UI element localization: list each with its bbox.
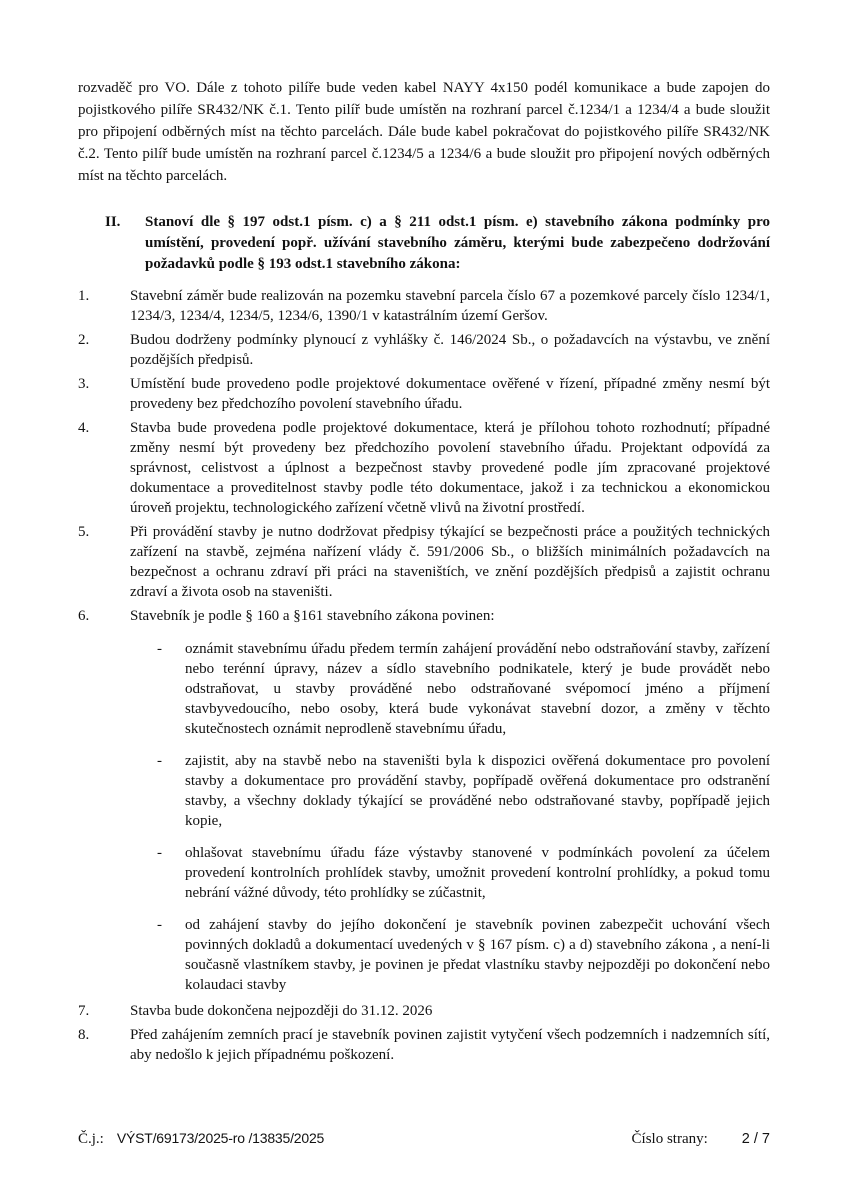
condition-item-8: [78, 1025, 770, 1065]
page-footer: [78, 1128, 770, 1149]
dash-marker: -: [157, 917, 162, 933]
file-number-value: VÝST/69173/2025-ro /13835/2025: [116, 1130, 325, 1146]
item-text: Stavba bude provedena podle projektové dokumentace, která je přílohou tohoto rozhodnutí; případné změny nesmí být provedeny bez předchozího povolení stavebního úřadu. Projektant odpovídá za správnost, celistvost a úplnost a bezpečnost stavby provedené podle jím zpracované projektové dokumentace a proveditelnost stavby podle této dokumentace, jakož i za technickou a ekonomickou úroveň projektu, technologického zařízení včetně vlivů na životní prostředí.: [130, 420, 770, 516]
section-heading-text: Stanoví dle § 197 odst.1 písm. c) a § 211 odst.1 písm. e) stavebního zákona podmínky pro umístění, provedení popř. užívání stavebního záměru, kterými bude zabezpečeno dodržování požadavků podle § 193 odst.1 stavebního zákona:: [145, 214, 770, 272]
item-number: 1.: [78, 288, 90, 304]
obligation-subitem-4: [157, 915, 770, 995]
page-number: [632, 1129, 770, 1149]
section-number: II.: [105, 214, 121, 230]
item-text: Budou dodrženy podmínky plynoucí z vyhlášky č. 146/2024 Sb., o požadavcích na výstavbu, ve znění pozdějších předpisů.: [130, 332, 770, 368]
obligation-subitem-1: [157, 639, 770, 739]
item-text: Stavební záměr bude realizován na pozemku stavební parcela číslo 67 a pozemkové parcely číslo 1234/1, 1234/3, 1234/4, 1234/5, 1234/6, 1390/1 v katastrálním území Geršov.: [130, 288, 770, 324]
condition-item-6: [78, 606, 770, 626]
condition-item-1: [78, 286, 770, 326]
file-number: [78, 1128, 324, 1149]
item-number: 6.: [78, 608, 90, 624]
item-text: Umístění bude provedeno podle projektové dokumentace ověřené v řízení, případné změny nesmí být provedeny bez předchozího povolení stavebního úřadu.: [130, 376, 770, 412]
item-number: 3.: [78, 376, 90, 392]
subitem-text: oznámit stavebnímu úřadu předem termín zahájení provádění nebo odstraňování stavby, zařízení nebo terénní úpravy, název a sídlo stavebního podnikatele, který je bude provádět nebo odstraňovat, u stavby prováděné nebo odstraňované svépomocí jméno a příjmení stavbyvedoucího, nebo osoby, která bude vykonávat stavební dozor, a změny v těchto skutečnostech oznámit neprodleně stavebnímu úřadu,: [185, 641, 770, 737]
item-text: Stavebník je podle § 160 a §161 stavebního zákona povinen:: [130, 608, 495, 624]
subitem-text: od zahájení stavby do jejího dokončení je stavebník povinen zabezpečit uchování všech povinných dokladů a dokumentací uvedených v § 167 písm. c) a d) stavebního zákona , a není-li současně vlastníkem stavby, je povinen je předat vlastníku stavby nejpozději po dokončení nebo kolaudaci stavby: [185, 917, 770, 993]
item-text: Při provádění stavby je nutno dodržovat předpisy týkající se bezpečnosti práce a použitých technických zařízení na stavbě, zejména nařízení vlády č. 591/2006 Sb., o bližších minimálních požadavcích na bezpečnost a ochranu zdraví při práci na staveništích, ve znění pozdějších předpisů a zajistit ochranu zdraví a života osob na staveništi.: [130, 524, 770, 600]
dash-marker: -: [157, 845, 162, 861]
item-number: 8.: [78, 1027, 90, 1043]
page-number-value: 2 / 7: [741, 1131, 770, 1147]
item-text: Před zahájením zemních prací je stavebník povinen zajistit vytyčení všech podzemních i nadzemních sítí, aby nedošlo k jejich případnému poškození.: [130, 1027, 770, 1063]
item-number: 2.: [78, 332, 90, 348]
intro-paragraph: rozvaděč pro VO. Dále z tohoto pilíře bude veden kabel NAYY 4x150 podél komunikace a bude zapojen do pojistkového pilíře SR432/NK č.1. Tento pilíř bude umístěn na rozhraní parcel č.1234/1 a 1234/4 a bude sloužit pro připojení odběrných míst na těchto parcelách. Dále bude kabel pokračovat do pojistkového pilíře SR432/NK č.2. Tento pilíř bude umístěn na rozhraní parcel č.1234/5 a 1234/6 a bude sloužit pro připojení nových odběrných míst na těchto parcelách.: [78, 80, 770, 184]
obligation-subitem-3: [157, 843, 770, 903]
subitem-text: ohlašovat stavebnímu úřadu fáze výstavby stanovené v podmínkách povolení za účelem provedení kontrolních prohlídek stavby, umožnit provedení kontrolní prohlídky, a pokud tomu nebrání vážné důvody, této prohlídky se zúčastnit,: [185, 845, 770, 901]
condition-item-3: [78, 374, 770, 414]
item-text: Stavba bude dokončena nejpozději do 31.12. 2026: [130, 1003, 433, 1019]
item-number: 5.: [78, 524, 90, 540]
file-number-label: Č.j.:: [78, 1131, 104, 1147]
condition-item-2: [78, 330, 770, 370]
subitem-text: zajistit, aby na stavbě nebo na staveništi byla k dispozici ověřená dokumentace pro povolení stavby a dokumentace pro provádění stavby, popřípadě ověřená dokumentace pro odstranění stavby, a všechny doklady týkající se prováděné nebo odstraňované stavby, popřípadě jejich kopie,: [185, 753, 770, 829]
item-number: 4.: [78, 420, 90, 436]
condition-item-5: [78, 522, 770, 602]
section-heading: [78, 212, 770, 275]
dash-marker: -: [157, 641, 162, 657]
obligation-subitem-2: [157, 751, 770, 831]
item-number: 7.: [78, 1003, 90, 1019]
condition-item-7: [78, 1001, 770, 1021]
condition-item-4: [78, 418, 770, 518]
dash-marker: -: [157, 753, 162, 769]
page-number-label: Číslo strany:: [631, 1131, 708, 1147]
